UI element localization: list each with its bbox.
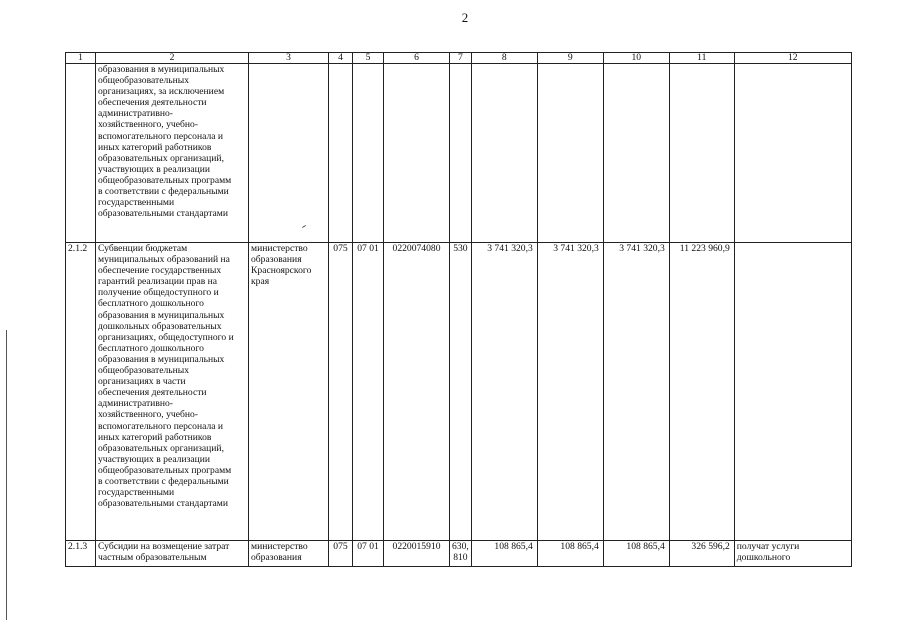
row-result bbox=[734, 243, 851, 541]
row-vr: 630, 810 bbox=[450, 541, 472, 567]
row-id: 2.1.3 bbox=[66, 541, 96, 567]
row-year2: 3 741 320,3 bbox=[537, 243, 603, 541]
row-vr bbox=[450, 64, 472, 243]
column-number-row bbox=[66, 53, 852, 64]
column-header: 4 bbox=[329, 53, 353, 64]
row-total: 326 596,2 bbox=[669, 541, 734, 567]
row-grbs: 075 bbox=[329, 541, 353, 567]
row-csr: 0220015910 bbox=[384, 541, 450, 567]
row-year1: 108 865,4 bbox=[471, 541, 537, 567]
row-rzpr: 07 01 bbox=[353, 243, 384, 541]
margin-line bbox=[6, 330, 7, 620]
row-grbs bbox=[329, 64, 353, 243]
row-year2: 108 865,4 bbox=[537, 541, 603, 567]
column-header: 2 bbox=[96, 53, 249, 64]
column-header: 7 bbox=[450, 53, 472, 64]
table-row bbox=[66, 243, 852, 541]
row-year1 bbox=[471, 64, 537, 243]
column-header: 9 bbox=[537, 53, 603, 64]
row-total bbox=[669, 64, 734, 243]
row-year3 bbox=[603, 64, 669, 243]
table-row bbox=[66, 541, 852, 567]
column-header: 10 bbox=[603, 53, 669, 64]
row-description: образования в муниципальных общеобразовательных организациях, за исключением обеспечения деятельности административно- хозяйственного, учебно- вспомогательного персонала и иных категорий работников образовательных организаций, участвующих в реализации общеобразовательных программ в соответствии с федеральными государственными образовательными стандартами bbox=[96, 64, 249, 243]
row-rzpr bbox=[353, 64, 384, 243]
column-header: 12 bbox=[734, 53, 851, 64]
row-year3: 108 865,4 bbox=[603, 541, 669, 567]
row-id: 2.1.2 bbox=[66, 243, 96, 541]
row-csr bbox=[384, 64, 450, 243]
row-ministry: министерство образования Красноярского края bbox=[249, 243, 329, 541]
row-description: Субвенции бюджетам муниципальных образований на обеспечение государственных гарантий реализации прав на получение общедоступного и бесплатного дошкольного образования в муниципальных дошкольных образовательных организациях, общедоступного и бесплатного дошкольного образования в муниципальных общеобразовательных организациях в части обеспечения деятельности административно- хозяйственного, учебно- вспомогательного персонала и иных категорий работников образовательных организаций, участвующих в реализации общеобразовательных программ в соответствии с федеральными государственными образовательными стандартами bbox=[96, 243, 249, 541]
column-header: 11 bbox=[669, 53, 734, 64]
column-header: 3 bbox=[249, 53, 329, 64]
row-ministry: министерство образования bbox=[249, 541, 329, 567]
row-rzpr: 07 01 bbox=[353, 541, 384, 567]
column-header: 5 bbox=[353, 53, 384, 64]
row-grbs: 075 bbox=[329, 243, 353, 541]
row-year2 bbox=[537, 64, 603, 243]
row-result bbox=[734, 64, 851, 243]
row-vr: 530 bbox=[450, 243, 472, 541]
budget-table bbox=[65, 52, 852, 567]
row-year3: 3 741 320,3 bbox=[603, 243, 669, 541]
row-description: Субсидии на возмещение затрат частным образовательным bbox=[96, 541, 249, 567]
column-header: 1 bbox=[66, 53, 96, 64]
row-id bbox=[66, 64, 96, 243]
row-ministry bbox=[249, 64, 329, 243]
row-total: 11 223 960,9 bbox=[669, 243, 734, 541]
table-row bbox=[66, 64, 852, 243]
column-header: 6 bbox=[384, 53, 450, 64]
row-csr: 0220074080 bbox=[384, 243, 450, 541]
page-number: 2 bbox=[461, 10, 469, 25]
row-year1: 3 741 320,3 bbox=[471, 243, 537, 541]
column-header: 8 bbox=[471, 53, 537, 64]
row-result: получат услуги дошкольного bbox=[734, 541, 851, 567]
